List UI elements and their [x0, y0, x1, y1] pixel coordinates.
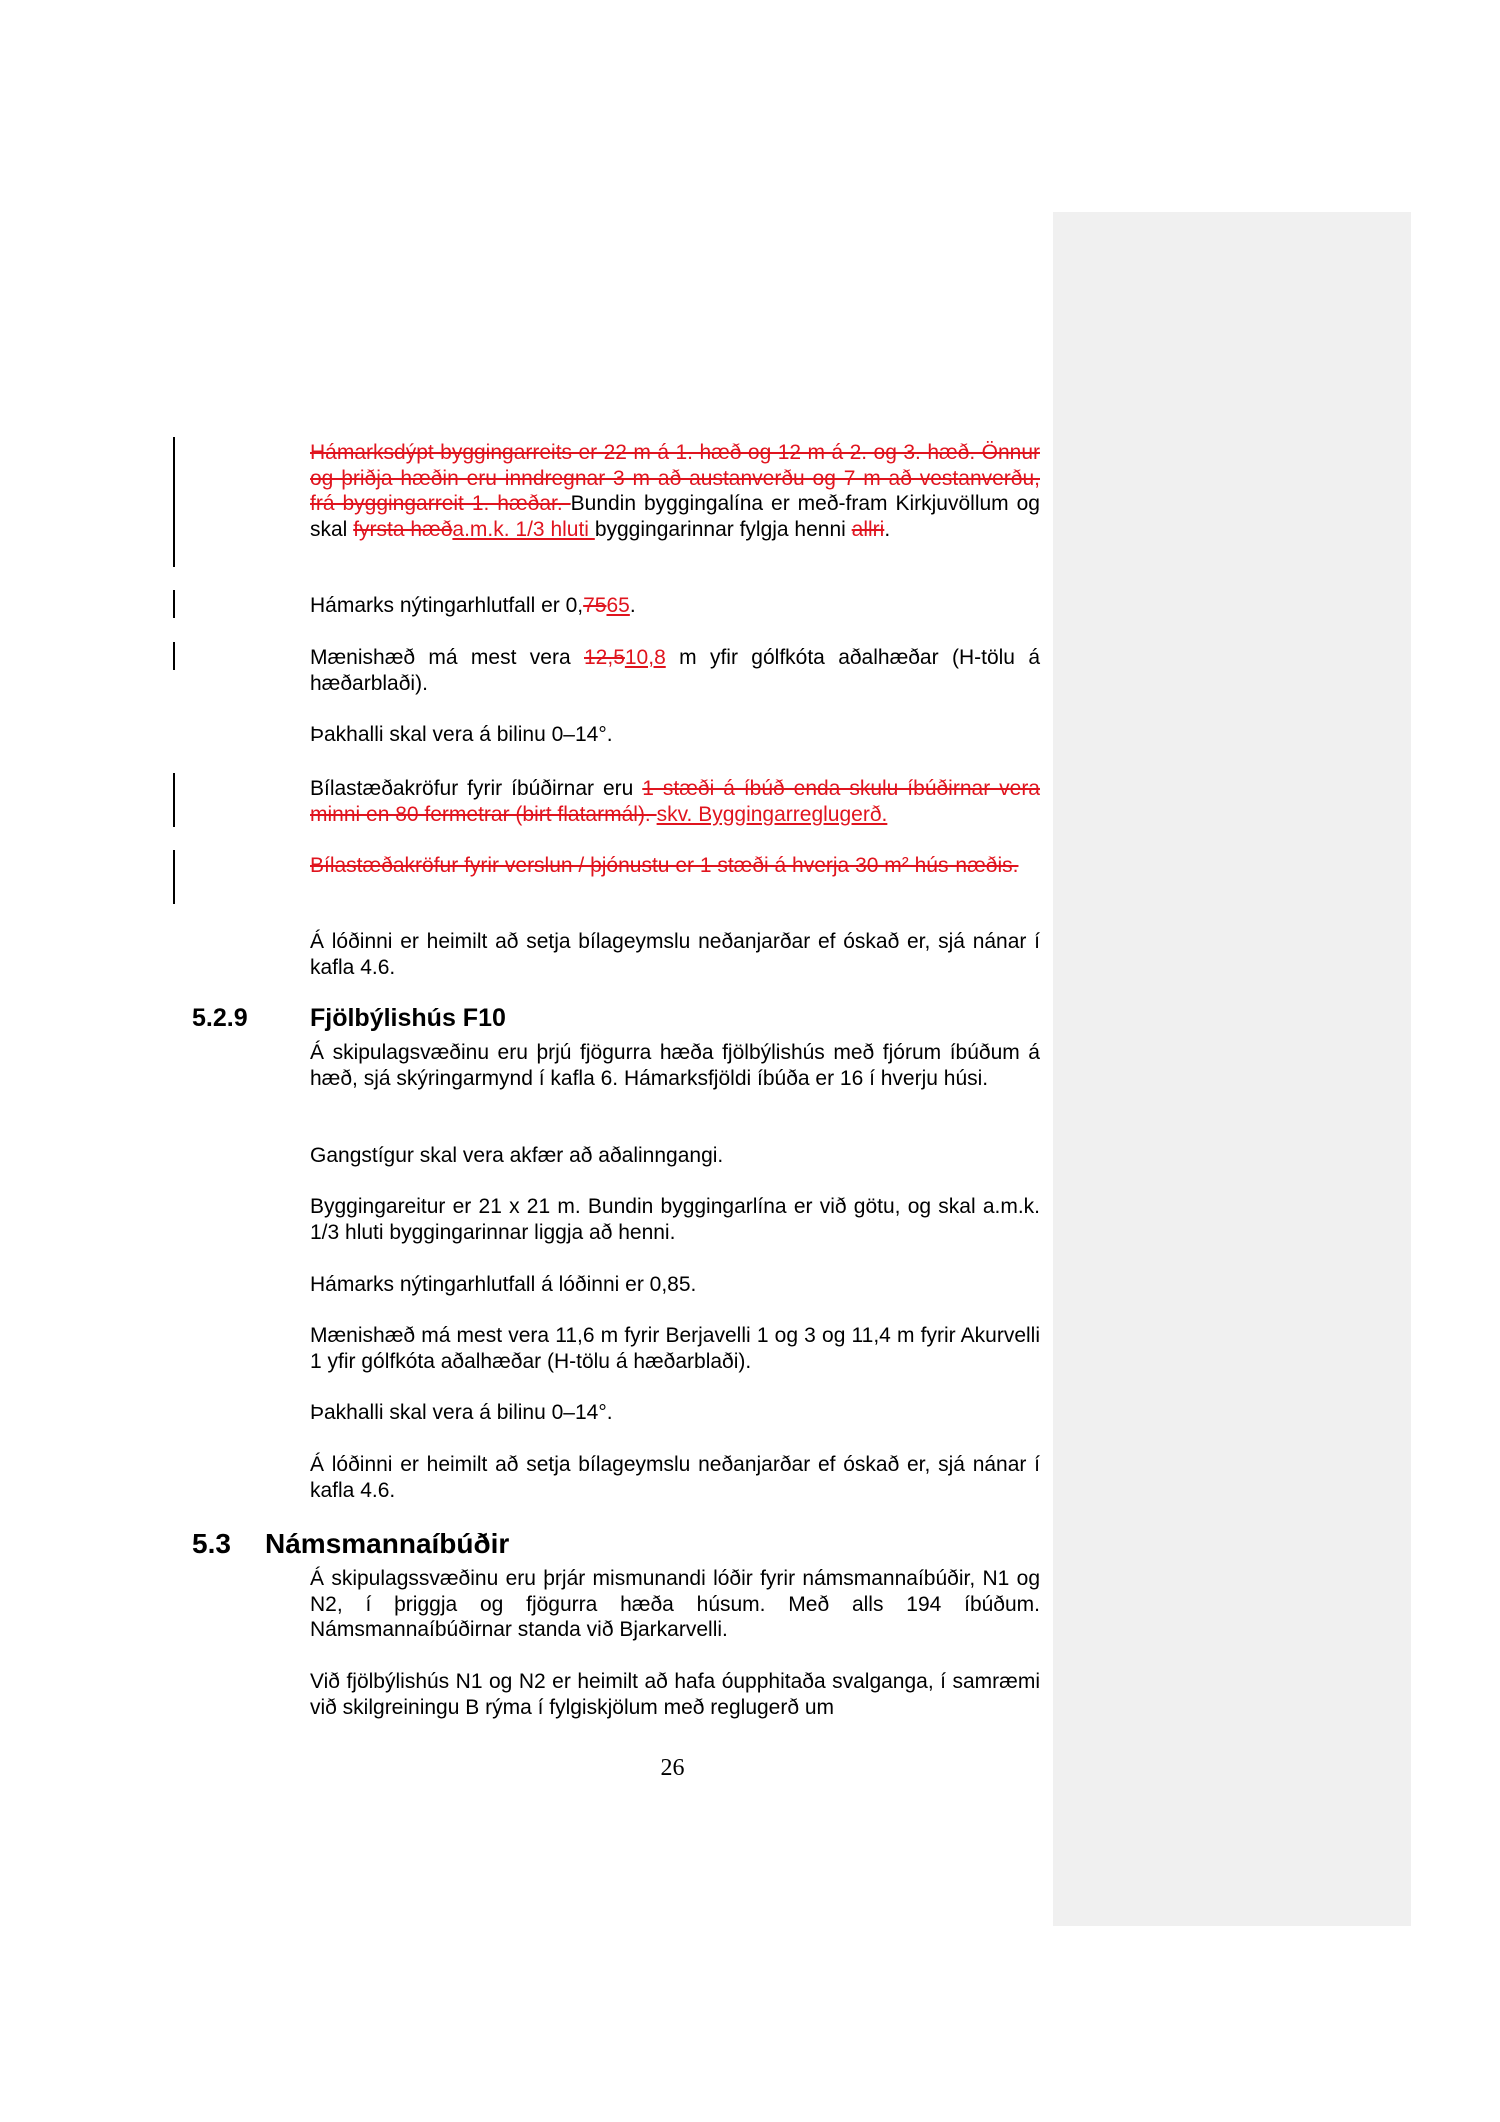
- paragraph: Mænishæð má mest vera 11,6 m fyrir Berjavelli 1 og 3 og 11,4 m fyrir Akurvelli 1 yfir gólfkóta aðalhæðar (H-tölu á hæðarblaði).: [310, 1324, 1040, 1373]
- body-text: .: [629, 594, 636, 617]
- paragraph: Hámarks nýtingarhlutfall á lóðinni er 0,85.: [310, 1273, 697, 1296]
- paragraph: Þakhalli skal vera á bilinu 0–14°.: [310, 1401, 613, 1424]
- deleted-text: fyrsta hæð: [353, 517, 453, 541]
- page-number: 26: [660, 1755, 685, 1781]
- change-bar: [173, 590, 175, 618]
- change-bar: [173, 642, 175, 670]
- body-text: Hámarks nýtingarhlutfall er 0,: [310, 594, 584, 617]
- body-text: .: [884, 517, 891, 541]
- body-text: m yfir gólfkóta aðalhæðar (H-tölu á hæðarblaði).: [310, 646, 1041, 695]
- body-text: byggingarinnar fylgja henni: [594, 517, 852, 541]
- change-bar: [173, 773, 175, 827]
- paragraph-utilization-ratio: [310, 593, 1040, 619]
- deleted-text: 75: [583, 594, 607, 617]
- body-text: Mænishæð má mest vera: [310, 646, 584, 669]
- section-title: Fjölbýlishús F10: [310, 1004, 506, 1032]
- body-text: Bílastæðakröfur fyrir íbúðirnar eru: [310, 777, 643, 800]
- inserted-text: 10,8: [624, 646, 666, 669]
- inserted-text: a.m.k. 1/3 hluti: [452, 517, 595, 541]
- paragraph: Á skipulagsvæðinu eru þrjú fjögurra hæða fjölbýlishús með fjórum íbúðum á hæð, sjá skýringarmynd í kafla 6. Hámarksfjöldi íbúða er 16 í hverju húsi.: [310, 1041, 1040, 1090]
- inserted-text: skv. Byggingarreglugerð.: [656, 802, 888, 826]
- deleted-text: Hámarksdýpt byggingarreits er 22 m á 1. hæð og 12 m á 2. og 3. hæð. Önnur og þriðja hæðin eru inndregnar 3 m að austanverðu og 7 m að vestanverðu, frá byggingarreit 1. hæðar.: [310, 441, 1040, 515]
- deleted-text: 1 stæði á íbúð enda skulu íbúðirnar vera minni en 80 fermetrar (birt flatarmál).: [310, 777, 1040, 826]
- paragraph-ridge-height: [310, 645, 1040, 696]
- body-text: Bundin byggingalína er með-fram Kirkjuvöllum og skal: [310, 492, 1040, 541]
- paragraph-parking-commercial: [310, 853, 1040, 879]
- comment-pane: [1053, 212, 1411, 1926]
- deleted-text: Bílastæðakröfur fyrir verslun / þjónustu er 1 stæði á hverja 30 m² hús-næðis.: [310, 854, 1019, 877]
- section-number: 5.3: [192, 1528, 231, 1559]
- deleted-text: allri: [851, 517, 885, 541]
- change-bar: [173, 437, 175, 567]
- change-bar: [173, 850, 175, 904]
- paragraph: Byggingareitur er 21 x 21 m. Bundin byggingarlína er við götu, og skal a.m.k. 1/3 hluti byggingarinnar liggja að henni.: [310, 1195, 1040, 1244]
- paragraph-roof-slope: Þakhalli skal vera á bilinu 0–14°.: [310, 723, 613, 746]
- paragraph: Gangstígur skal vera akfær að aðalinngangi.: [310, 1144, 724, 1167]
- section-number: 5.2.9: [192, 1004, 248, 1032]
- paragraph: Á skipulagssvæðinu eru þrjár mismunandi lóðir fyrir námsmannaíbúðir, N1 og N2, í þriggja og fjögurra hæða húsum. Með alls 194 íbúðum. Námsmannaíbúðirnar standa við Bjarkarvelli.: [310, 1567, 1040, 1641]
- inserted-text: 65: [606, 594, 630, 617]
- paragraph: Á lóðinni er heimilt að setja bílageymslu neðanjarðar ef óskað er, sjá nánar í kafla 4.6.: [310, 1453, 1040, 1502]
- paragraph: Við fjölbýlishús N1 og N2 er heimilt að hafa óupphitaða svalganga, í samræmi við skilgreiningu B rýma í fylgiskjölum með reglugerð um: [310, 1670, 1040, 1719]
- paragraph-building-depth: [310, 440, 1040, 542]
- paragraph-underground-garage: Á lóðinni er heimilt að setja bílageymslu neðanjarðar ef óskað er, sjá nánar í kafla 4.6.: [310, 930, 1040, 979]
- deleted-text: 12,5: [584, 646, 625, 669]
- paragraph-parking-requirements: [310, 776, 1040, 827]
- section-title: Námsmannaíbúðir: [265, 1528, 510, 1559]
